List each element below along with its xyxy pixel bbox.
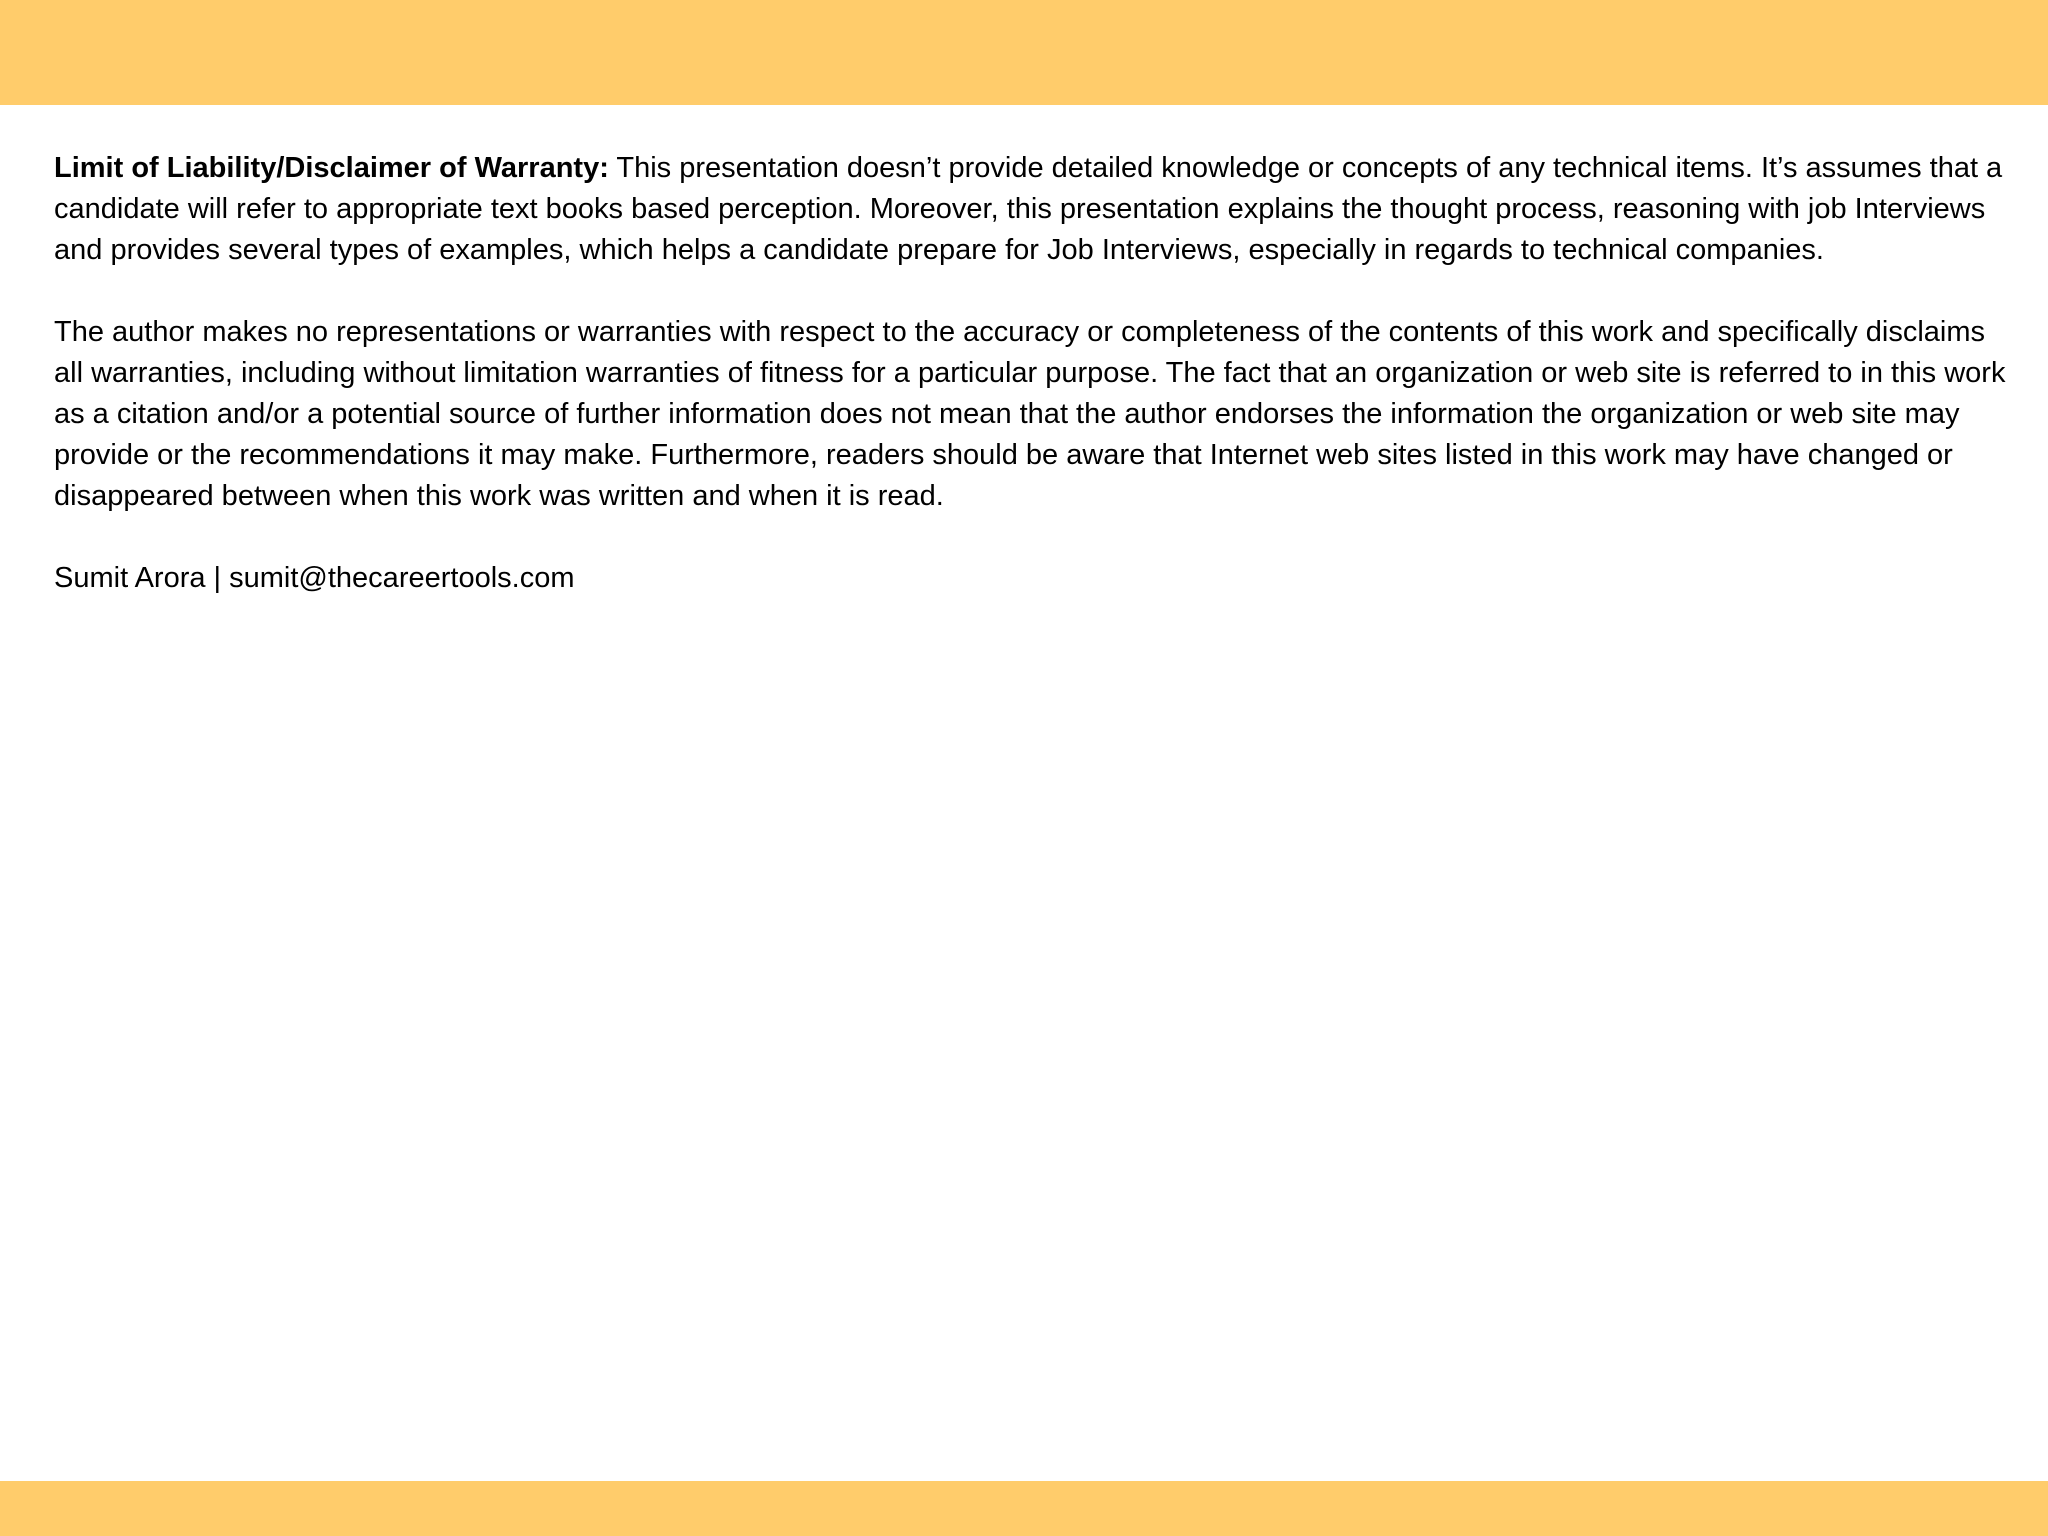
top-header-band xyxy=(0,0,2048,105)
disclaimer-paragraph xyxy=(54,148,2014,271)
bottom-footer-band xyxy=(0,1481,2048,1536)
author-contact: Sumit Arora | sumit@thecareertools.com xyxy=(54,562,575,594)
warranty-paragraph: The author makes no representations or warranties with respect to the accuracy or completeness of the contents of this work and specifically disclaims all warranties, including without limitation warranties of fitness for a particular purpose. The fact that an organization or web site is referred to in this work as a citation and/or a potential source of further information does not mean that the author endorses the information the organization or web site may provide or the recommendations it may make. Furthermore, readers should be aware that Internet web sites listed in this work may have changed or disappeared between when this work was written and when it is read. xyxy=(54,316,2006,512)
disclaimer-label: Limit of Liability/Disclaimer of Warranty: xyxy=(54,152,609,184)
slide-body xyxy=(54,148,2014,640)
disclaimer-text: This presentation doesn’t provide detailed knowledge or concepts of any technical items. It’s assumes that a candidate will refer to appropriate text books based perception. Moreover, this presentation explains the thought process, reasoning with job Interviews and provides several types of examples, which helps a candidate prepare for Job Interviews, especially in regards to technical companies. xyxy=(54,152,2003,266)
